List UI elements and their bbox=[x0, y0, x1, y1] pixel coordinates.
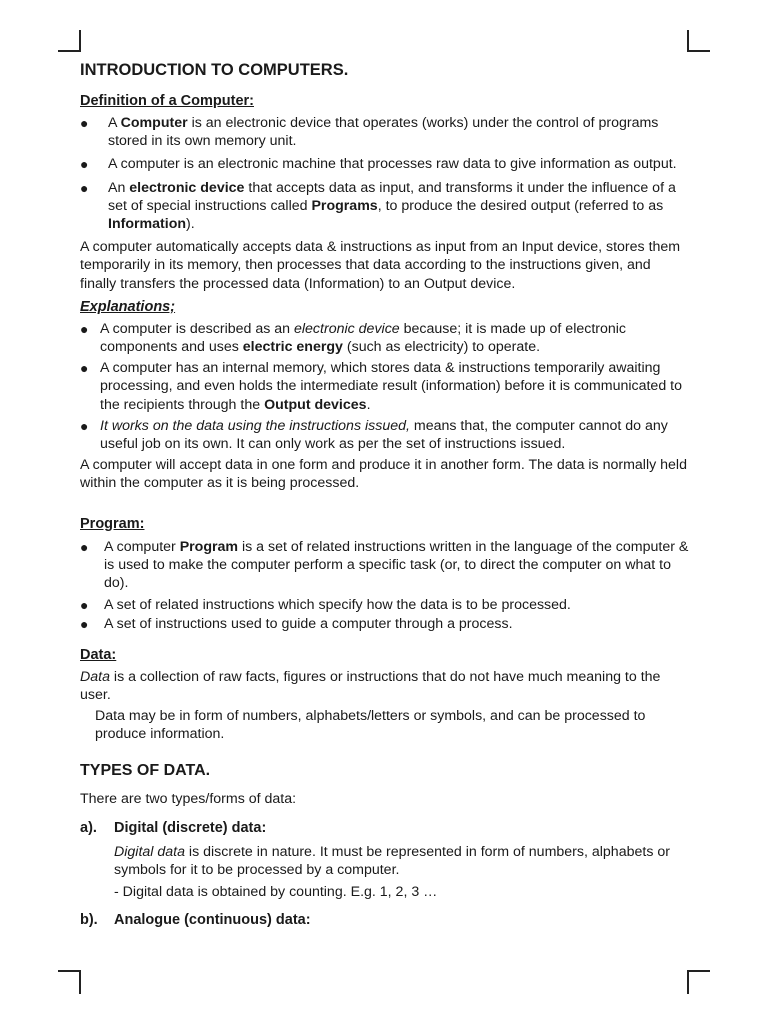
list-item: ● A computer Program is a set of related instructions written in the language of the computer & is used to make the computer perform a specific task (or, to direct the computer on what to do). bbox=[80, 538, 689, 592]
data-paragraph: Data is a collection of raw facts, figures or instructions that do not have much meaning to the user. bbox=[80, 668, 661, 703]
definition-heading: Definition of a Computer: bbox=[80, 93, 254, 109]
digital-data-note: - Digital data is obtained by counting. E.g. 1, 2, 3 … bbox=[114, 884, 438, 901]
list-item: ● A computer is described as an electronic device because; it is made up of electronic components and uses electric energy (such as electricity) to operate. bbox=[80, 320, 627, 356]
list-item: ● A computer has an internal memory, which stores data & instructions temporarily awaiting processing, and even holds the intermediate result (information) before it is communicated to the recipients through the Output devices. bbox=[80, 360, 682, 413]
types-of-data-heading: TYPES OF DATA. bbox=[80, 762, 211, 780]
program-list bbox=[80, 538, 690, 634]
crop-mark-bottom-left-h bbox=[58, 970, 81, 972]
list-item: ● A set of related instructions which specify how the data is to be processed. bbox=[80, 597, 571, 614]
program-heading: Program: bbox=[80, 515, 145, 532]
list-item: ● A Computer is an electronic device that operates (works) under the control of programs stored in its own memory unit. bbox=[80, 115, 659, 150]
crop-mark-top-right-v bbox=[687, 30, 689, 52]
crop-mark-top-left-v bbox=[79, 30, 81, 52]
definition-list bbox=[80, 114, 690, 233]
list-item: ● It works on the data using the instructions issued, means that, the computer cannot do any useful job on its own. It can only work as per the set of instructions issued. bbox=[80, 417, 668, 453]
definition-paragraph: A computer automatically accepts data & instructions as input from an Input device, stores them temporarily in its memory, then processes that data according to the instructions given, and finally transfers the processed data (Information) to an Output device. bbox=[80, 239, 681, 292]
crop-mark-bottom-left-v bbox=[79, 970, 81, 994]
digital-data-paragraph: Digital data is discrete in nature. It must be represented in form of numbers, alphabets or symbols for it to be processed by a computer. bbox=[114, 843, 670, 878]
analogue-data-heading: b). Analogue (continuous) data: bbox=[80, 912, 311, 929]
explanations-paragraph: A computer will accept data in one form and produce it in another form. The data is normally held within the computer as it is being processed. bbox=[80, 457, 687, 492]
data-heading: Data: bbox=[80, 646, 117, 663]
list-item: ● A set of instructions used to guide a computer through a process. bbox=[80, 616, 513, 633]
explanations-list bbox=[80, 320, 690, 453]
crop-mark-bottom-right-v bbox=[687, 970, 689, 994]
explanations-heading: Explanations; bbox=[80, 298, 176, 315]
list-item: ● A computer is an electronic machine that processes raw data to give information as output. bbox=[80, 156, 677, 173]
crop-mark-top-right-h bbox=[687, 50, 710, 52]
types-intro: There are two types/forms of data: bbox=[80, 791, 297, 808]
document-page bbox=[80, 60, 690, 929]
crop-mark-bottom-right-h bbox=[687, 970, 710, 972]
list-item: ● An electronic device that accepts data as input, and transforms it under the influence of a set of special instructions called Programs, to produce the desired output (referred to as Information). bbox=[80, 179, 676, 233]
page-title: INTRODUCTION TO COMPUTERS. bbox=[80, 61, 349, 79]
digital-data-heading: a). Digital (discrete) data: bbox=[80, 819, 267, 836]
data-note-paragraph: Data may be in form of numbers, alphabets/letters or symbols, and can be processed to produce information. bbox=[95, 708, 646, 743]
crop-mark-top-left-h bbox=[58, 50, 81, 52]
